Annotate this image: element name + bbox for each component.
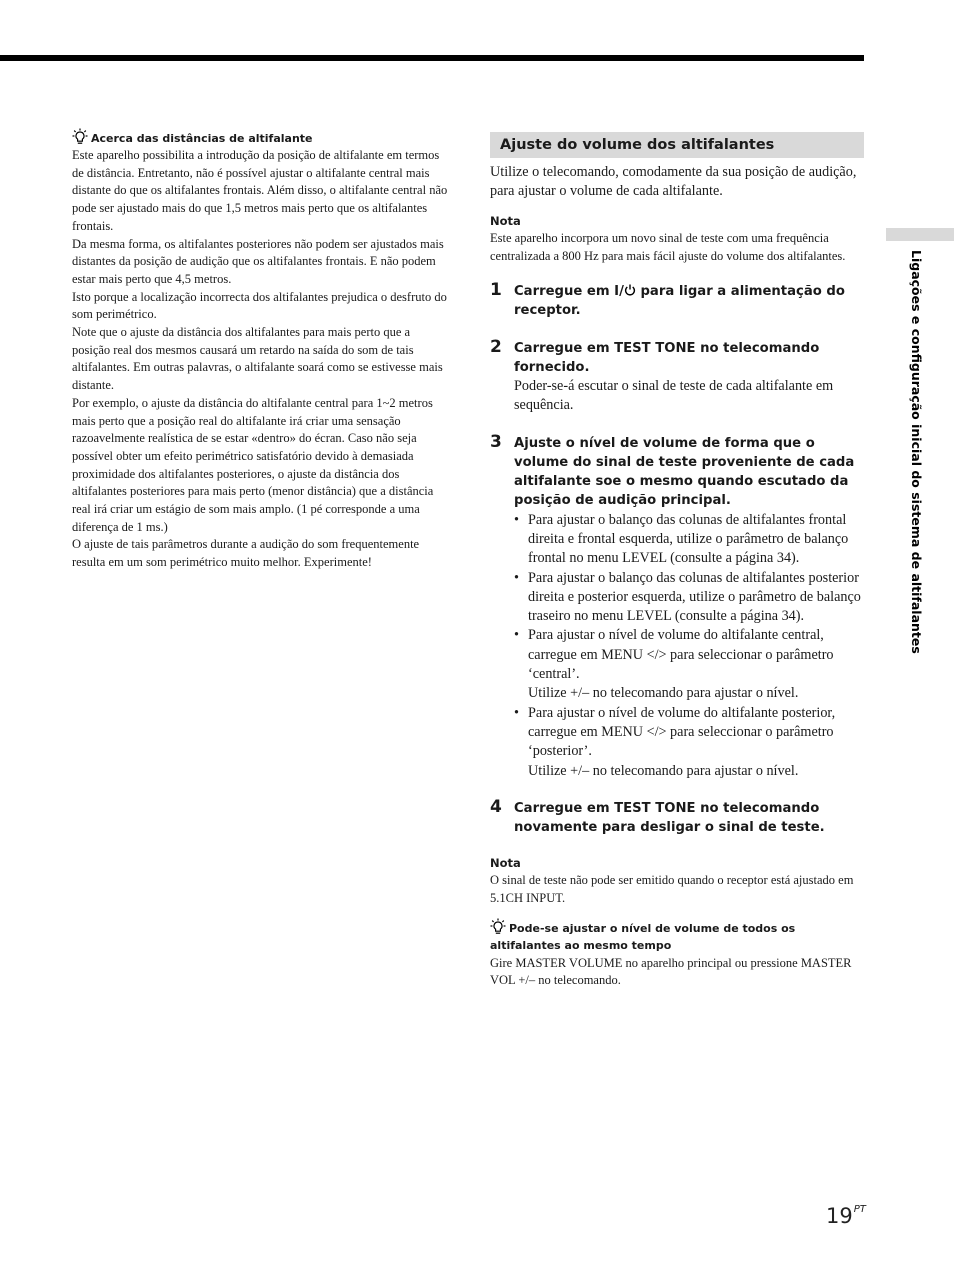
bullet-icon: •: [514, 569, 519, 586]
step-title: [514, 282, 864, 320]
power-icon: [624, 284, 636, 296]
step-title: Ajuste o nível de volume de forma que o volume do sinal de teste proveniente de cada altifalante soe o mesmo quando escutado da posição de audição principal.: [514, 435, 855, 509]
step-number: 1: [490, 280, 502, 301]
bullet-extra: Utilize +/– no telecomando para ajustar o nível.: [528, 685, 799, 702]
page-number-value: 19: [826, 1204, 853, 1228]
bullet-extra: Utilize +/– no telecomando para ajustar o nível.: [528, 762, 799, 779]
step-title: Carregue em TEST TONE no telecomando novamente para desligar o sinal de teste.: [514, 800, 825, 836]
bullet-text: Para ajustar o nível de volume do altifalante central, carregue em MENU </> para seleccionar o parâmetro ‘central’.: [528, 627, 834, 683]
step-1: [490, 282, 864, 320]
tip-title: Pode-se ajustar o nível de volume de todos os altifalantes ao mesmo tempo: [490, 921, 796, 952]
step-title: Carregue em TEST TONE no telecomando fornecido.: [514, 340, 820, 375]
bullet-icon: •: [514, 704, 519, 721]
section-intro: Utilize o telecomando, comodamente da sua posição de audição, para ajustar o volume de cada altifalante.: [490, 164, 857, 200]
step-title-part: Carregue em I/: [514, 284, 624, 300]
bullet-icon: •: [514, 511, 519, 528]
side-tab-marker: [886, 228, 954, 241]
bullet-icon: •: [514, 627, 519, 644]
step-4: [490, 796, 864, 837]
step-2: [490, 336, 864, 416]
tip-title: Acerca das distâncias de altifalante: [91, 132, 313, 145]
section-heading: Ajuste do volume dos altifalantes: [490, 132, 864, 158]
bullet-text: Para ajustar o balanço das colunas de altifalantes posterior direita e posterior esquerda, utilize o parâmetro de balanço traseiro no menu LEVEL (consulte a página 34).: [528, 569, 861, 625]
page-number: [826, 1204, 866, 1228]
top-rule: [0, 55, 864, 61]
bullet-text: Para ajustar o balanço das colunas de altifalantes frontal direita e frontal esquerda, utilize o parâmetro de balanço frontal no menu LEVEL (consulte a página 34).: [528, 511, 849, 567]
tip-heading: [72, 128, 448, 147]
lightbulb-icon: [490, 918, 506, 935]
list-item: [514, 626, 864, 703]
step-number: 2: [490, 336, 502, 357]
tip-text: Gire MASTER VOLUME no aparelho principal ou pressione MASTER VOL +/– no telecomando.: [490, 955, 852, 988]
right-column: [490, 132, 864, 990]
tip-body: [72, 147, 448, 572]
note-text: Este aparelho incorpora um novo sinal de teste com uma frequência centralizada a 800 Hz para mais fácil ajuste do volume dos altifalantes.: [490, 230, 846, 263]
note-label: Nota: [490, 213, 521, 228]
note-label: Nota: [490, 856, 521, 871]
tip-paragraph: Por exemplo, o ajuste da distância do altifalante central para 1~2 metros mais perto que a posição real do altifalante irá criar uma sensação razoavelmente realística de se estar «dentro» do écran. Caso não seja possível obter um efeito perimétrico satisfatório devido à demasiada proximidade dos altifalantes posteriores, o ajuste da distância dos altifalantes posteriores para mais perto (menor distância) que a distância real irá criar um estágio de som mais amplo. (1 pé corresponde a uma diferença de 1 ms.): [72, 395, 434, 534]
page-language-suffix: PT: [853, 1204, 866, 1215]
step-text: Poder-se-á escutar o sinal de teste de cada altifalante em sequência.: [514, 378, 834, 414]
tip-paragraph: Este aparelho possibilita a introdução da posição de altifalante em termos de distância. Entretanto, não é possível ajustar o altifalante central mais distante do que os altifalantes frontais. Além disso, o altifalante central não pode ser ajustado mais do que 1,5 metros mais perto que os altifalantes frontais.: [72, 148, 448, 233]
step-number: 3: [490, 431, 502, 452]
tip-heading: [490, 918, 864, 954]
step-title-part: para ligar a alimentação do receptor.: [514, 284, 845, 319]
tip-paragraph: Note que o ajuste da distância dos altifalantes para mais perto que a posição real dos mesmos causará um retardo na saída do som de tais altifalantes. Em outras palavras, o altifalante soará como se estivesse mais distante.: [72, 325, 443, 393]
step-number: 4: [490, 796, 502, 817]
left-column: [72, 128, 448, 572]
tip-paragraph: O ajuste de tais parâmetros durante a audição do som frequentemente resulta em um som perimétrico muito melhor. Experimente!: [72, 537, 420, 570]
step-3: [490, 431, 864, 781]
step-bullet-list: [514, 511, 864, 781]
list-item: [514, 704, 864, 781]
tip-paragraph: Da mesma forma, os altifalantes posteriores não podem ser ajustados mais distantes da posição de audição que os altifalantes frontais. E não podem estar mais perto que 4,5 metros.: [72, 236, 444, 286]
list-item: [514, 511, 864, 569]
side-section-title: Ligações e configuração inicial do sistema de altifalantes: [909, 250, 924, 654]
list-item: [514, 569, 864, 627]
note-text: O sinal de teste não pode ser emitido quando o receptor está ajustado em 5.1CH INPUT.: [490, 873, 854, 905]
tip-paragraph: Isto porque a localização incorrecta dos altifalantes prejudica o desfruto do som perimétrico.: [72, 289, 447, 322]
lightbulb-icon: [72, 128, 88, 145]
bullet-text: Para ajustar o nível de volume do altifalante posterior, carregue em MENU </> para seleccionar o parâmetro ‘posterior’.: [528, 704, 836, 760]
